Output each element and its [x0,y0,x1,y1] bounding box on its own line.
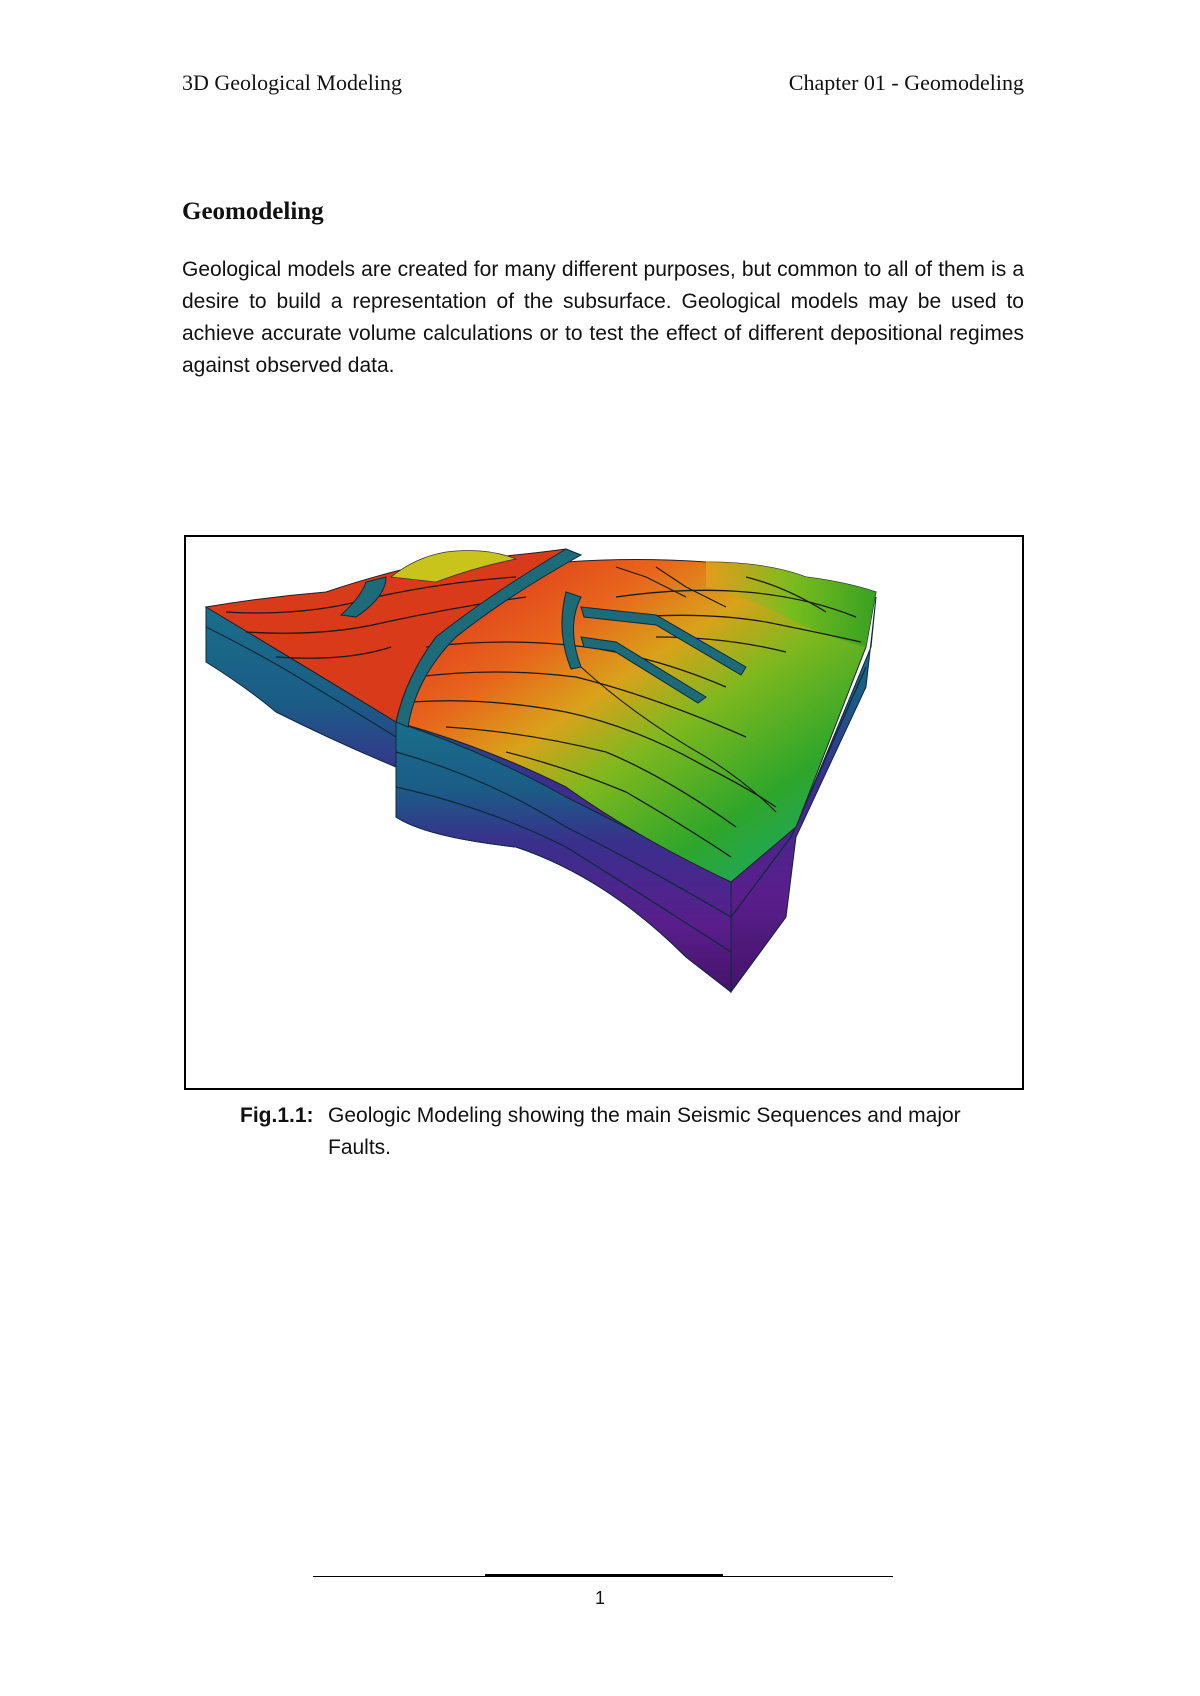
section-heading: Geomodeling [182,198,324,225]
figure-caption-text: Geologic Modeling showing the main Seismic Sequences and major [328,1104,961,1127]
figure-caption-text-2: Faults. [328,1136,392,1159]
running-header-right: Chapter 01 - Geomodeling [788,70,1024,95]
figure-caption [240,1100,1024,1164]
geological-model-image [186,537,1022,1088]
running-header-left: 3D Geological Modeling [182,70,402,95]
body-paragraph: Geological models are created for many different purposes, but common to all of them is a desire to build a representation of the subsurface. Geological models may be used to achieve accurate volume calculations or to test the effect of different depositional regimes against observed data. [182,258,1024,377]
page-number: 1 [594,1588,605,1608]
figure-caption-label: Fig.1.1: [240,1104,314,1127]
footer-rule-accent [485,1574,723,1577]
geological-model-figure [184,535,1024,1090]
